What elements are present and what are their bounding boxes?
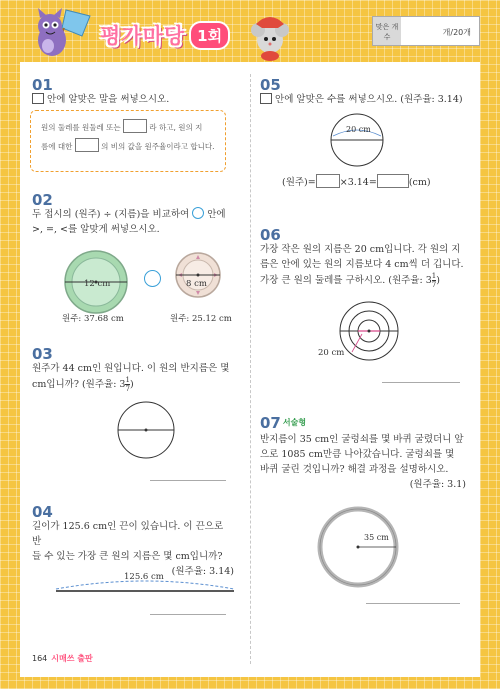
question-07-text xyxy=(260,432,466,492)
page-number: 164 xyxy=(32,654,48,663)
fraction-numerator: 1 xyxy=(125,376,130,384)
notice-part-4: 의 비의 값을 원주율이라고 합니다. xyxy=(101,142,215,151)
q5-formula xyxy=(282,174,431,190)
question-05-text xyxy=(260,92,463,107)
q7-line-1: 반지름이 35 cm인 굴렁쇠를 몇 바퀴 굴렸더니 앞 xyxy=(260,434,464,445)
string-length-label: 125.6 cm xyxy=(124,572,164,582)
question-01-prompt: 안에 알맞은 말을 써넣으시오. xyxy=(47,94,170,105)
fraction-numerator: 1 xyxy=(431,272,437,280)
fraction-denominator: 7 xyxy=(431,281,437,289)
publisher-logo: 시매쓰 출판 xyxy=(51,654,93,663)
q3-line-2b: ) xyxy=(129,379,134,390)
comparison-answer-circle[interactable] xyxy=(144,270,161,287)
page-title xyxy=(100,20,230,50)
question-number-01: 01 xyxy=(32,76,53,94)
compare-circle-icon xyxy=(192,207,204,219)
title-text: 평가마당 xyxy=(100,24,186,48)
round-badge: 1회 xyxy=(189,21,230,50)
question-05-prompt: 안에 알맞은 수를 써넣으시오. (원주율: 3.14) xyxy=(275,94,463,105)
score-label: 맞은 개수 xyxy=(373,17,401,45)
cat-mascot-icon xyxy=(28,6,94,62)
notice-part-1: 원의 둘레를 원둘레 또는 xyxy=(41,123,121,132)
question-number-03: 03 xyxy=(32,345,53,363)
page-footer xyxy=(32,653,93,664)
q6-line-3b: ) xyxy=(436,275,440,286)
q7-line-3: 바퀴 굴린 것입니까? 해결 과정을 설명하시오. xyxy=(260,464,449,475)
formula-prefix: (원주)= xyxy=(282,177,316,188)
q5-diameter-label: 20 cm xyxy=(346,125,371,134)
large-plate-circumference: 원주: 37.68 cm xyxy=(62,314,124,324)
question-02-text xyxy=(32,207,232,237)
fraction-denominator: 7 xyxy=(125,385,130,393)
q4-line-3: (원주율: 3.14) xyxy=(171,566,234,577)
answer-box-icon xyxy=(32,93,44,104)
q6-diameter-label: 20 cm xyxy=(318,348,345,358)
question-03-text xyxy=(32,361,232,393)
circle-diagram-q5 xyxy=(322,112,392,168)
small-plate-diameter-label: 8 cm xyxy=(186,279,207,289)
large-plate-diameter-label: 12 cm xyxy=(84,279,111,289)
fill-in-notice xyxy=(30,110,226,172)
mouse-mascot-icon xyxy=(248,10,292,62)
blank-box-q5-1[interactable] xyxy=(316,174,340,188)
q3-line-2a: cm입니까? (원주율: 3 xyxy=(32,379,126,390)
question-04-text xyxy=(32,519,234,579)
q7-number-text: 07 xyxy=(260,414,281,432)
question-number-04: 04 xyxy=(32,503,53,521)
q7-line-2: 으로 1085 cm만큼 나아갔습니다. 굴렁쇠를 몇 xyxy=(260,449,455,460)
q2-line-1b: 안에 xyxy=(207,209,226,220)
notice-part-2: 라 하고, 원의 지 xyxy=(149,123,203,132)
blank-box-1[interactable] xyxy=(123,119,147,133)
q4-line-2: 들 수 있는 가장 큰 원의 지름은 몇 cm입니까? xyxy=(32,551,223,562)
answer-box-icon xyxy=(260,93,272,104)
q4-line-1: 길이가 125.6 cm인 끈이 있습니다. 이 끈으로 반 xyxy=(32,521,224,547)
small-plate-icon xyxy=(175,252,221,298)
blank-box-2[interactable] xyxy=(75,138,99,152)
small-plate-circumference: 원주: 25.12 cm xyxy=(170,314,232,324)
formula-mid: ×3.14= xyxy=(339,177,377,188)
formula-unit: (cm) xyxy=(408,177,431,188)
column-divider xyxy=(250,74,251,664)
answer-line-q7[interactable] xyxy=(366,603,460,604)
notice-part-3: 름에 대한 xyxy=(41,142,73,151)
answer-line-q6[interactable] xyxy=(382,382,460,383)
question-06-text xyxy=(260,242,466,289)
question-number-07 xyxy=(260,414,306,432)
q6-line-1: 가장 작은 원의 지름은 20 cm입니다. 각 원의 지 xyxy=(260,244,461,255)
q2-line-2: >, =, <를 알맞게 써넣으시오. xyxy=(32,224,160,235)
hoop-diagram xyxy=(316,505,400,589)
question-01-text xyxy=(32,92,169,107)
question-number-02: 02 xyxy=(32,191,53,209)
score-value: 개/20개 xyxy=(442,28,471,37)
hoop-radius-label: 35 cm xyxy=(364,533,389,542)
question-number-05: 05 xyxy=(260,76,281,94)
question-number-06: 06 xyxy=(260,226,281,244)
circle-diagram-q3 xyxy=(116,400,176,460)
answer-line-q3[interactable] xyxy=(150,480,226,481)
blank-box-q5-2[interactable] xyxy=(377,174,409,188)
q2-line-1a: 두 접시의 (원주) ÷ (지름)을 비교하여 xyxy=(32,209,190,220)
q6-line-3a: 가장 큰 원의 둘레를 구하시오. (원주율: 3 xyxy=(260,275,432,286)
answer-line-q4[interactable] xyxy=(150,614,226,615)
strategy-badge: 서술형 xyxy=(282,418,307,427)
score-box xyxy=(372,16,480,46)
concentric-circles-diagram xyxy=(338,300,400,362)
q7-line-4: (원주율: 3.1) xyxy=(409,479,466,490)
q3-line-1: 원주가 44 cm인 원입니다. 이 원의 반지름은 몇 xyxy=(32,363,230,374)
q6-line-2: 름은 안에 있는 원의 지름보다 4 cm씩 더 깁니다. xyxy=(260,259,464,270)
